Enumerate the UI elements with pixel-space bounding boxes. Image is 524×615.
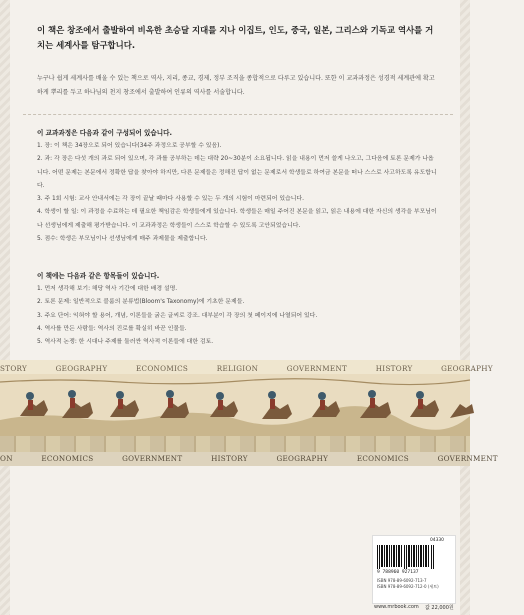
band-word: STORY	[0, 364, 28, 373]
band-word: GOVERNMENT	[122, 454, 183, 463]
intro-paragraph: 누구나 쉽게 세계사를 배울 수 있는 책으로 역사, 지리, 종교, 경제, 정부 조직을 종합적으로 다루고 있습니다. 또한 이 교과과정은 성경적 세계관에 확고하게 뿌리를 두고 하나님의 천지 창조에서 출발하여 인류의 역사를 서술합니다.	[37, 75, 435, 96]
band-word: GEOGRAPHY	[55, 364, 108, 373]
list-item: 5. 역사적 논쟁: 한 시대나 주제를 둘러싼 역사적 이론들에 대한 검토.	[37, 339, 214, 346]
band-word: ECONOMICS	[41, 454, 94, 463]
publisher-url: www.mrbook.com	[374, 604, 419, 610]
divider	[23, 114, 453, 115]
left-border-pattern	[0, 0, 10, 615]
band-word: HISTORY	[211, 454, 248, 463]
band-word: RELIGION	[216, 364, 259, 373]
barcode-number: 9 788960 927137	[377, 570, 419, 575]
barcode-icon	[377, 545, 435, 569]
tapestry-illustration	[0, 374, 470, 436]
band-bottom-words	[0, 454, 524, 463]
list-item: 5. 점수: 학생은 부모님이나 선생님에게 매주 과제물을 제출합니다.	[37, 236, 208, 243]
band-word: GOVERNMENT	[286, 364, 348, 373]
band-word: GEOGRAPHY	[441, 364, 493, 373]
price: 값 22,000원	[425, 605, 454, 611]
band-word: GEOGRAPHY	[276, 454, 329, 463]
band-word: GOVERNMENT	[437, 454, 498, 463]
list-item: 4. 학생이 할 일: 이 과정을 수료하는 데 필요한 책임감은 학생들에게 있습니다. 학생들은 매일 주어진 본문을 읽고, 읽은 내용에 대한 자신의 생각을 부모님이나 선생님에게 제출해 평가받습니다. 이 교과과정은 학생들이 스스로 학습할 수 있도록 고안되었습니다.	[37, 209, 437, 229]
section1-list	[37, 140, 437, 246]
list-item: 1. 장: 이 책은 34장으로 되어 있습니다(34주 과정으로 공부할 수 있음).	[37, 143, 222, 149]
band-word: ON	[0, 454, 13, 463]
list-item: 1. 먼저 생각해 보기: 해당 역사 기간에 대한 배경 설명.	[37, 286, 178, 292]
band-top-words	[0, 364, 519, 373]
isbn-line: ISBN 978-89-6092-713-7	[377, 578, 427, 583]
barcode-addon-digits: 04330	[430, 538, 444, 543]
list-item: 3. 주 1회 시험: 교사 안내서에는 각 장이 끝날 때마다 사용할 수 있는 두 개의 시험이 마련되어 있습니다.	[37, 196, 304, 203]
list-item: 2. 과: 각 장은 다섯 개의 과로 되어 있으며, 각 과를 공부하는 데는 대략 20~30분이 소요됩니다. 읽을 내용이 먼저 쓸게 나오고, 그다음에 토론 문제가 나옵니다. 어떤 문제는 본문에서 정확한 답을 찾아야 하지만, 다른 문제들은 정해진 답이 없는 문제로서 학생들로 하여금 본문을 떠나 스스로 사고하도록 유도합니다.	[37, 156, 437, 189]
section2-title: 이 책에는 다음과 같은 항목들이 있습니다.	[37, 272, 160, 280]
headline: 이 책은 창조에서 출발하여 비옥한 초승달 지대를 지나 이집트, 인도, 중국, 일본, 그리스와 기독교 역사를 거치는 세계사를 탐구합니다.	[37, 25, 434, 50]
barcode-box	[372, 535, 456, 604]
band-word: ECONOMICS	[136, 364, 189, 373]
tapestry-band	[0, 360, 493, 452]
list-item: 3. 주요 단어: 익혀야 할 용어, 개념, 이론들을 굵은 글씨로 강조. 대부분이 각 장의 첫 페이지에 나열되어 있다.	[37, 312, 318, 319]
tapestry-border-strip	[0, 436, 470, 452]
band-word: HISTORY	[375, 364, 413, 373]
section1-title: 이 교과과정은 다음과 같이 구성되어 있습니다.	[37, 129, 173, 137]
right-border-pattern	[460, 0, 470, 615]
section2-list	[37, 283, 437, 349]
list-item: 4. 역사를 만든 사람들: 역사의 진로를 확실히 바꾼 인물들.	[37, 325, 187, 332]
list-item: 2. 토론 문제: 일반적으로 블룸의 분류법(Bloom's Taxonomy)에 기초한 문제들.	[37, 299, 245, 306]
subject-words-band	[0, 452, 498, 466]
band-word: ECONOMICS	[356, 454, 409, 463]
isbn-set-line: ISBN 978-89-6092-712-0 (세트)	[377, 584, 439, 589]
